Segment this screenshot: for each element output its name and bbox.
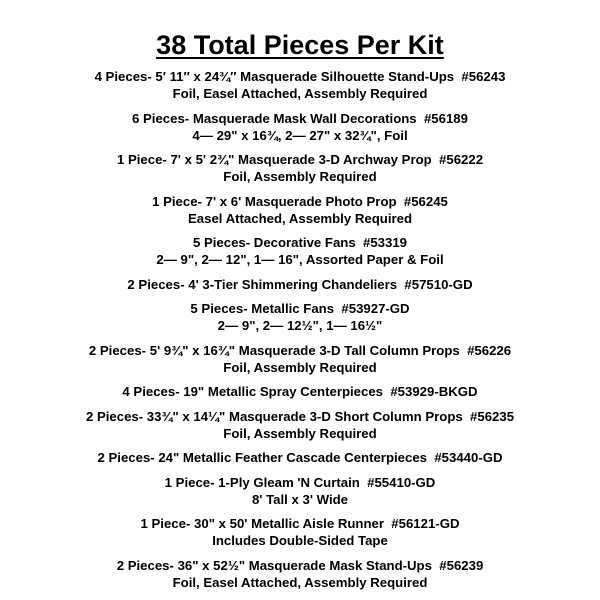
list-item	[0, 449, 600, 466]
list-item	[0, 151, 600, 185]
item-heading: 6 Pieces- Masquerade Mask Wall Decorations #56189	[132, 110, 468, 126]
kit-contents-list	[0, 68, 600, 598]
item-details: 4— 29" x 16¾, 2— 27" x 32¾", Foil	[192, 127, 408, 143]
list-item	[0, 193, 600, 227]
item-details: 2— 9", 2— 12½", 1— 16½"	[217, 318, 383, 333]
item-details: Foil, Assembly Required	[223, 359, 377, 375]
item-details: Foil, Assembly Required	[223, 425, 377, 441]
page-title: 38 Total Pieces Per Kit	[156, 30, 444, 60]
item-details: 2— 9", 2— 12", 1— 16", Assorted Paper & Foil	[156, 252, 444, 267]
item-details: 8' Tall x 3' Wide	[251, 491, 349, 507]
item-details: Foil, Easel Attached, Assembly Required	[172, 86, 428, 101]
list-item	[0, 474, 600, 508]
item-heading: 5 Pieces- Decorative Fans #53319	[192, 235, 408, 250]
item-heading: 2 Pieces- 33¾" x 14¼" Masquerade 3-D Short Column Props #56235	[85, 408, 515, 424]
item-heading: 4 Pieces- 19" Metallic Spray Centerpieces #53929-BKGD	[122, 384, 478, 399]
list-item	[0, 557, 600, 591]
item-heading: 5 Pieces- Metallic Fans #53927-GD	[190, 301, 410, 316]
item-details: Foil, Easel Attached, Assembly Required	[172, 574, 428, 590]
item-heading: 1 Piece- 7' x 6' Masquerade Photo Prop #56245	[152, 193, 448, 209]
item-details: Easel Attached, Assembly Required	[187, 210, 413, 226]
item-heading: 1 Piece- 7' x 5' 2¾" Masquerade 3-D Archway Prop #56222	[116, 152, 484, 167]
item-heading: 1 Piece- 30" x 50' Metallic Aisle Runner #56121-GD	[140, 516, 460, 531]
item-details: Foil, Assembly Required	[223, 169, 377, 184]
item-heading: 1 Piece- 1-Ply Gleam 'N Curtain #55410-GD	[164, 474, 436, 490]
item-heading: 4 Pieces- 5′ 11″ x 24¾″ Masquerade Silhouette Stand-Ups #56243	[94, 69, 506, 84]
item-heading: 2 Pieces- 24" Metallic Feather Cascade Centerpieces #53440-GD	[97, 450, 503, 465]
item-heading: 2 Pieces- 36" x 52½" Masquerade Mask Stand-Ups #56239	[116, 557, 484, 573]
item-heading: 2 Pieces- 4' 3-Tier Shimmering Chandeliers #57510-GD	[127, 276, 473, 292]
list-item	[0, 515, 600, 549]
item-heading: 2 Pieces- 5' 9¾" x 16¾" Masquerade 3-D Tall Column Props #56226	[88, 342, 512, 358]
list-item	[0, 342, 600, 376]
list-item	[0, 234, 600, 268]
list-item	[0, 408, 600, 442]
list-item	[0, 110, 600, 144]
item-details: Includes Double-Sided Tape	[212, 533, 388, 548]
list-item	[0, 383, 600, 400]
list-item	[0, 68, 600, 102]
list-item	[0, 300, 600, 334]
list-item	[0, 276, 600, 293]
